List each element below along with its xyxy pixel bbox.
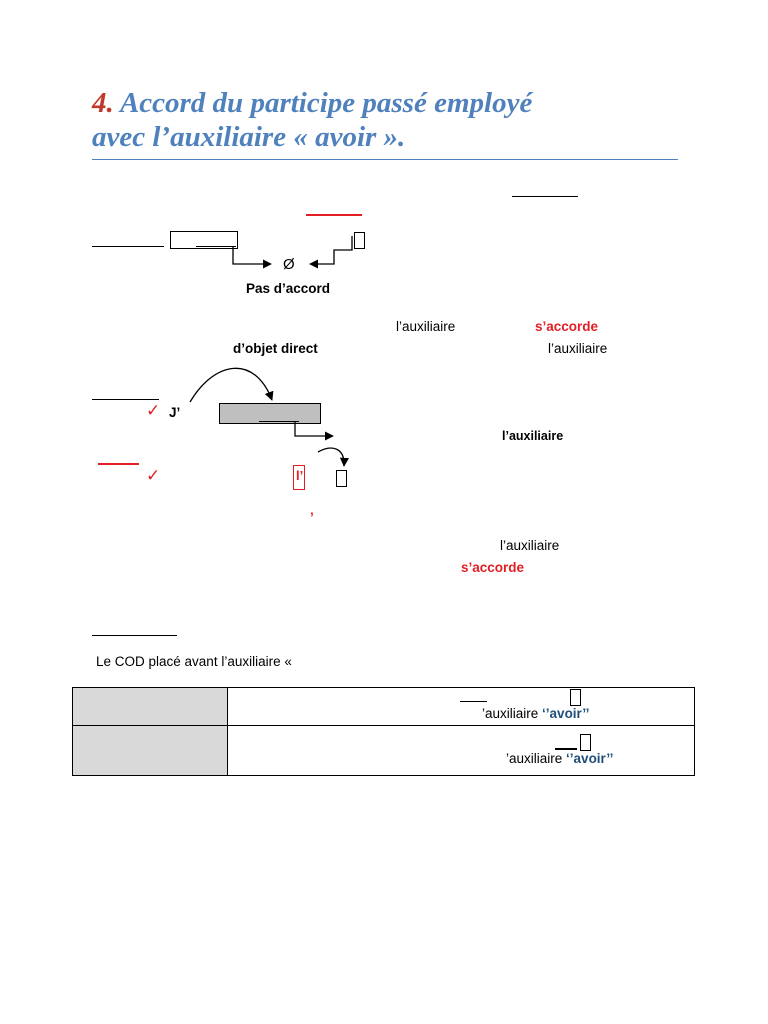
rules-table — [72, 687, 695, 776]
red-apostrophe: ’ — [310, 510, 314, 525]
auxiliaire-text: l’auxiliaire — [500, 538, 560, 553]
row-header-cell — [73, 726, 228, 776]
table-row — [73, 688, 695, 726]
avoir-text: ‘’avoir’’ — [542, 706, 590, 721]
example-subject: J’ — [169, 405, 181, 420]
arrow-curve-down — [318, 448, 344, 466]
section-number: 4. — [92, 87, 114, 119]
empty-set-symbol: Ø — [283, 256, 295, 273]
blank-underline — [460, 701, 487, 702]
placeholder-glyph — [570, 689, 581, 706]
checkmark-icon: ✓ — [146, 401, 161, 420]
auxiliaire-label: l’auxiliaire — [502, 429, 564, 443]
cod-text: d’objet direct — [233, 341, 318, 356]
arrow-down-right — [295, 422, 333, 436]
pronoun-text: l’ — [296, 468, 304, 483]
arrow-right — [233, 247, 271, 264]
auxiliaire-text: l’auxiliaire — [396, 319, 456, 334]
row-content-cell — [228, 688, 695, 726]
arrow-left — [310, 236, 352, 264]
saccorde-text: s’accorde — [461, 560, 525, 575]
title-line-1: Accord du participe passé employé — [119, 87, 533, 119]
blank-underline — [555, 748, 577, 750]
saccorde-text: s’accorde — [535, 319, 599, 334]
row-header-cell — [73, 688, 228, 726]
summary-intro: Le COD placé avant l’auxiliaire « — [96, 654, 292, 669]
row-text — [506, 751, 613, 766]
avoir-text: ‘’avoir’’ — [566, 751, 614, 766]
no-agreement-label: Pas d’accord — [246, 281, 331, 296]
arrow-curve — [190, 368, 272, 402]
row-content-cell — [228, 726, 695, 776]
row-text — [482, 706, 589, 721]
placeholder-glyph — [580, 734, 591, 751]
checkmark-icon: ✓ — [146, 466, 161, 485]
auxiliaire-text: ’auxiliaire — [482, 706, 539, 721]
auxiliaire-text: l’auxiliaire — [548, 341, 608, 356]
blank-underline — [92, 635, 177, 636]
table-row — [73, 726, 695, 776]
title-line-2: avec l’auxiliaire « avoir ». — [92, 121, 406, 153]
auxiliaire-text: ’auxiliaire — [506, 751, 563, 766]
